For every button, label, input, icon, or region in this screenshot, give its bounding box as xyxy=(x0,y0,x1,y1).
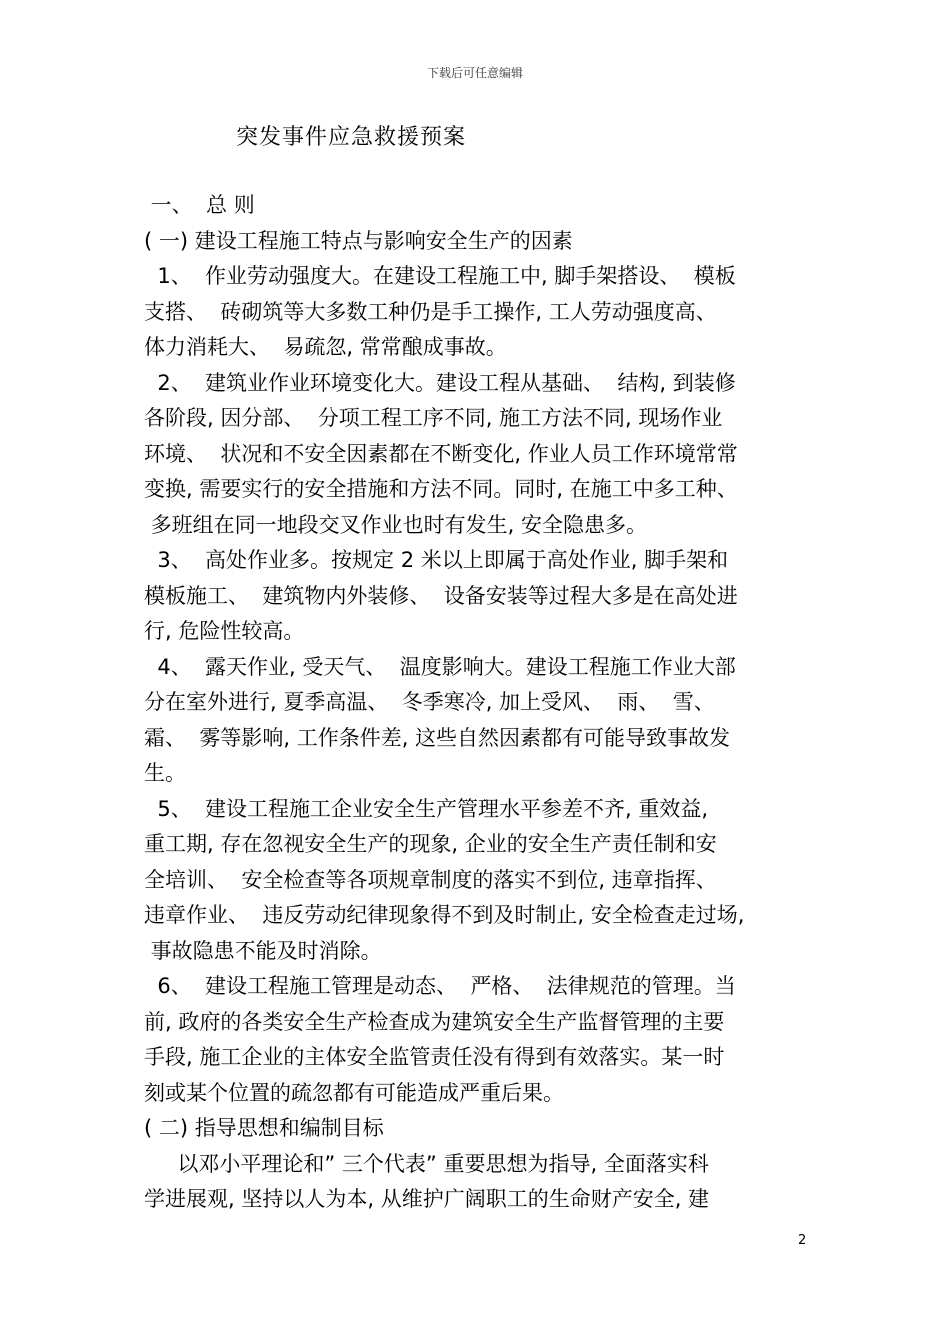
text-line: 多班组在同一地段交叉作业也时有发生, 安全隐患多。 xyxy=(144,512,648,537)
header-note: 下载后可任意编辑 xyxy=(426,66,523,80)
text-line: ( 一) 建设工程施工特点与影响安全生产的因素 xyxy=(144,228,573,253)
text-line: 1、 作业劳动强度大。在建设工程施工中, 脚手架搭设、 模板 xyxy=(144,264,736,288)
text-line: ( 二) 指导思想和编制目标 xyxy=(144,1116,384,1140)
text-line: 刻或某个位置的疏忽都有可能造成严重后果。 xyxy=(144,1080,564,1105)
text-line: 生。 xyxy=(144,761,186,785)
text-line: 行, 危险性较高。 xyxy=(144,619,305,643)
text-line: 4、 露天作业, 受天气、 温度影响大。建设工程施工作业大部 xyxy=(144,654,736,679)
text-line: 2、 建筑业作业环境变化大。建设工程从基础、 结构, 到装修 xyxy=(144,370,736,395)
document-title: 突发事件应急救援预案 xyxy=(236,125,467,150)
text-line: 重工期, 存在忽视安全生产的现象, 企业的安全生产责任制和安 xyxy=(144,832,717,856)
document-body xyxy=(144,188,816,1218)
text-line: 霜、 雾等影响, 工作条件差, 这些自然因素都有可能导致事故发 xyxy=(144,725,731,750)
text-line: 支搭、 砖砌筑等大多数工种仍是手工操作, 工人劳动强度高、 xyxy=(144,299,717,324)
text-line: 一、 总 则 xyxy=(144,193,255,217)
text-line: 模板施工、 建筑物内外装修、 设备安装等过程大多是在高处进 xyxy=(144,583,738,608)
text-line: 违章作业、 违反劳动纪律现象得不到及时制止, 安全检查走过场, xyxy=(144,903,745,927)
text-line: 变换, 需要实行的安全措施和方法不同。同时, 在施工中多工种、 xyxy=(144,477,738,501)
page-number: 2 xyxy=(798,1233,807,1248)
text-line: 分在室外进行, 夏季高温、 冬季寒冷, 加上受风、 雨、 雪、 xyxy=(144,690,715,714)
text-line: 全培训、 安全检查等各项规章制度的落实不到位, 违章指挥、 xyxy=(144,867,717,892)
text-line: 3、 高处作业多。按规定 2 米以上即属于高处作业, 脚手架和 xyxy=(144,548,729,572)
text-line: 前, 政府的各类安全生产检查成为建筑安全生产监督管理的主要 xyxy=(144,1009,725,1034)
text-line: 各阶段, 因分部、 分项工程工序不同, 施工方法不同, 现场作业 xyxy=(144,406,723,430)
text-line: 学进展观, 坚持以人为本, 从维护广阔职工的生命财产安全, 建 xyxy=(144,1187,710,1211)
text-line: 手段, 施工企业的主体安全监管责任没有得到有效落实。某一时 xyxy=(144,1045,725,1069)
text-line: 体力消耗大、 易疏忽, 常常酿成事故。 xyxy=(144,335,507,359)
text-line: 事故隐患不能及时消除。 xyxy=(144,938,382,963)
text-line: 5、 建设工程施工企业安全生产管理水平参差不齐, 重效益, xyxy=(144,796,709,821)
text-line: 6、 建设工程施工管理是动态、 严格、 法律规范的管理。当 xyxy=(144,974,736,998)
text-line: 以邓小平理论和” 三个代表” 重要思想为指导, 全面落实科 xyxy=(144,1151,709,1176)
text-line: 环境、 状况和不安全因素都在不断变化, 作业人员工作环境常常 xyxy=(144,441,738,466)
